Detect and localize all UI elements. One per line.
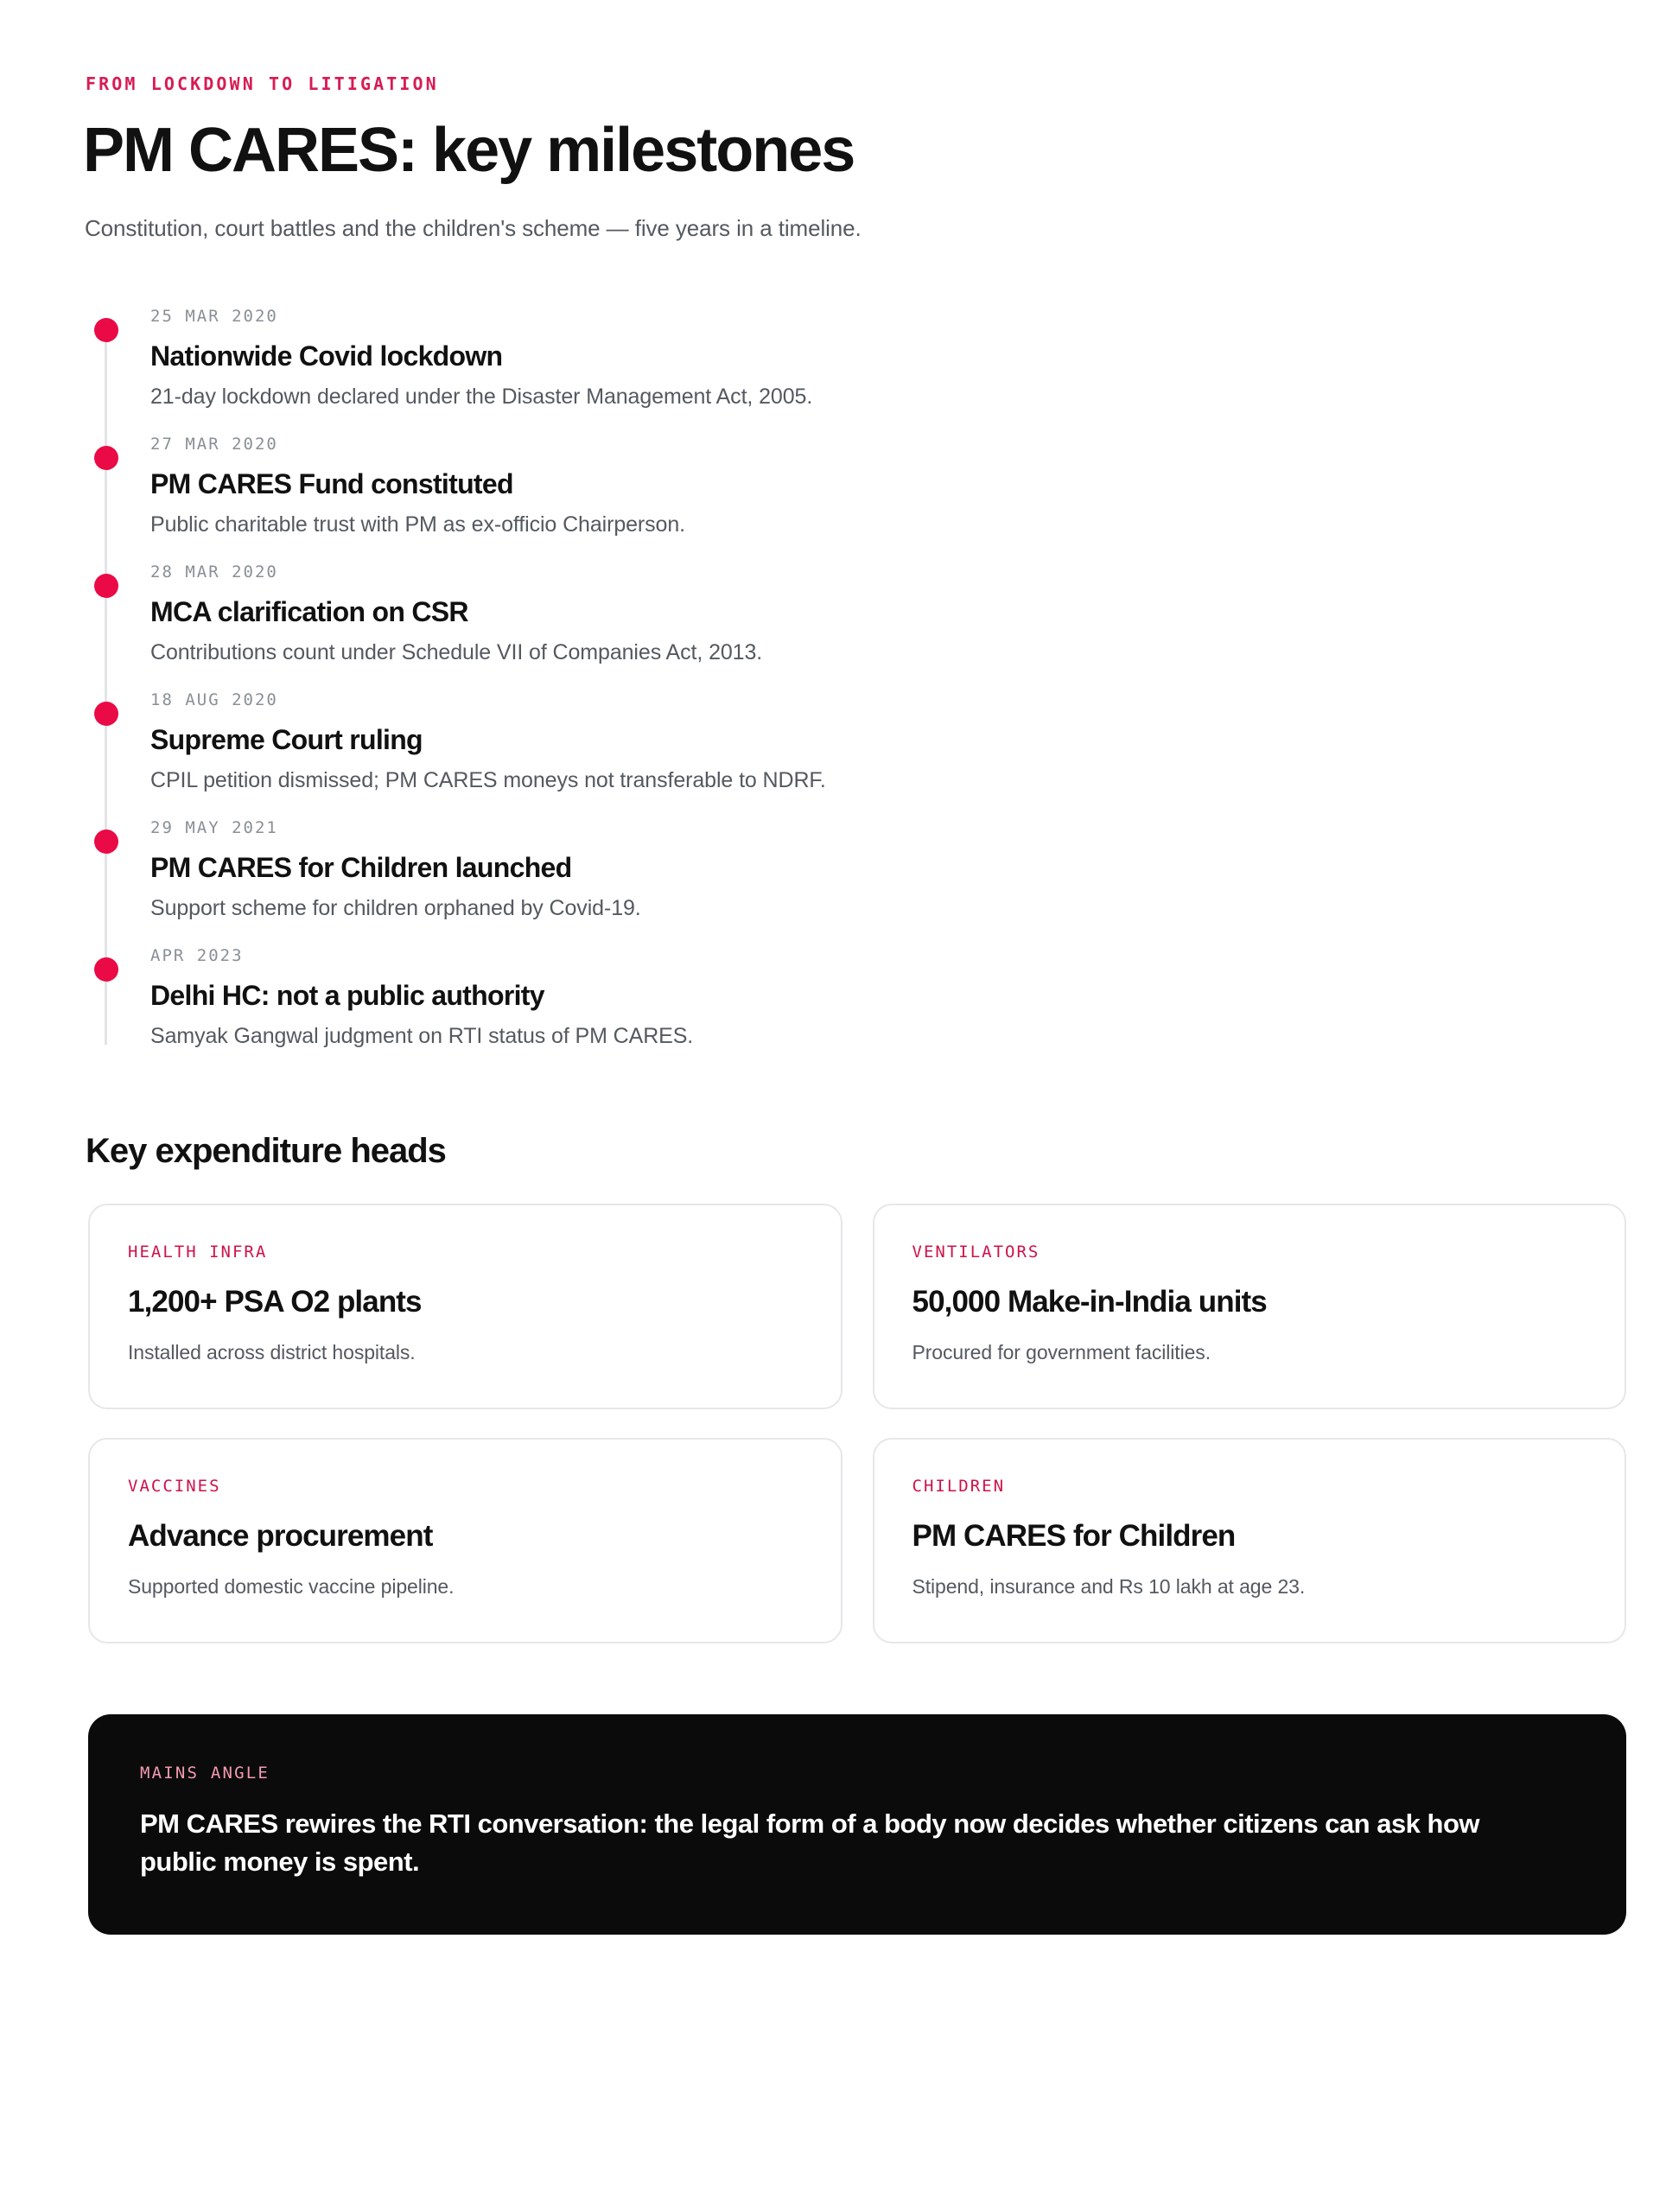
timeline-item-title: Supreme Court ruling xyxy=(150,723,423,755)
timeline-rail xyxy=(105,454,107,579)
timeline-item-date: 27 MAR 2020 xyxy=(150,435,278,454)
mains-angle-callout xyxy=(88,1714,1626,1935)
timeline-item xyxy=(83,819,1583,947)
timeline-item xyxy=(83,563,1583,691)
timeline-item-title: Nationwide Covid lockdown xyxy=(150,340,503,372)
expenditure-card xyxy=(873,1204,1627,1409)
expenditure-card xyxy=(88,1438,843,1643)
timeline-dot-icon xyxy=(94,446,118,470)
timeline-item-date: APR 2023 xyxy=(150,946,244,965)
callout-text: PM CARES rewires the RTI conversation: the legal form of a body now decides whether citizens can ask how public money is spent. xyxy=(140,1808,1480,1877)
timeline-item-title: Delhi HC: not a public authority xyxy=(150,979,544,1011)
expenditure-card-title: 1,200+ PSA O2 plants xyxy=(128,1284,422,1319)
expenditure-card xyxy=(873,1438,1627,1643)
timeline-item xyxy=(83,947,1583,1052)
expenditure-card-note: Stipend, insurance and Rs 10 lakh at age 23. xyxy=(912,1574,1306,1598)
timeline-item-date: 25 MAR 2020 xyxy=(150,307,278,326)
expenditure-card-title: 50,000 Make-in-India units xyxy=(912,1284,1267,1319)
timeline-item-description: Contributions count under Schedule VII of Companies Act, 2013. xyxy=(150,640,763,665)
expenditure-card-title: PM CARES for Children xyxy=(912,1518,1236,1553)
timeline-item-date: 29 MAY 2021 xyxy=(150,818,278,837)
expenditure-card-kicker: CHILDREN xyxy=(912,1477,1006,1497)
page-subtitle: Constitution, court battles and the children's scheme — five years in a timeline. xyxy=(85,215,862,242)
timeline-item-date: 28 MAR 2020 xyxy=(150,563,278,582)
expenditure-card-kicker: HEALTH INFRA xyxy=(128,1243,268,1262)
timeline-item xyxy=(83,691,1583,819)
page-title: PM CARES: key milestones xyxy=(83,116,855,185)
timeline-item-description: Samyak Gangwal judgment on RTI status of PM CARES. xyxy=(150,1024,694,1049)
timeline-item-description: Public charitable trust with PM as ex-officio Chairperson. xyxy=(150,512,686,537)
expenditure-card-note: Procured for government facilities. xyxy=(912,1340,1211,1363)
milestones-timeline xyxy=(83,308,1583,1052)
expenditure-card-note: Installed across district hospitals. xyxy=(128,1340,416,1363)
timeline-dot-icon xyxy=(94,957,118,982)
timeline-dot-icon xyxy=(94,702,118,726)
timeline-rail xyxy=(105,327,107,451)
timeline-rail xyxy=(105,838,107,963)
expenditure-card-grid xyxy=(88,1204,1626,1643)
timeline-item-title: PM CARES for Children launched xyxy=(150,851,572,883)
page-header xyxy=(83,74,1583,245)
timeline-dot-icon xyxy=(94,574,118,598)
timeline-dot-icon xyxy=(94,830,118,854)
timeline-rail xyxy=(105,710,107,835)
timeline-item xyxy=(83,435,1583,563)
timeline-item-date: 18 AUG 2020 xyxy=(150,690,278,709)
expenditure-card-kicker: VACCINES xyxy=(128,1477,221,1497)
callout-kicker: MAINS ANGLE xyxy=(140,1764,270,1783)
eyebrow-label: FROM LOCKDOWN TO LITIGATION xyxy=(86,73,439,94)
timeline-item-description: Support scheme for children orphaned by Covid-19. xyxy=(150,896,641,921)
timeline-dot-icon xyxy=(94,318,118,342)
section-title-expenditure: Key expenditure heads xyxy=(86,1132,446,1171)
expenditure-card-title: Advance procurement xyxy=(128,1518,433,1553)
timeline-item-description: CPIL petition dismissed; PM CARES moneys not transferable to NDRF. xyxy=(150,768,826,793)
expenditure-card-kicker: VENTILATORS xyxy=(912,1243,1040,1262)
timeline-item-title: MCA clarification on CSR xyxy=(150,595,468,627)
timeline-item xyxy=(83,308,1583,435)
timeline-rail xyxy=(105,582,107,707)
timeline-item-description: 21-day lockdown declared under the Disaster Management Act, 2005. xyxy=(150,385,813,410)
expenditure-card-note: Supported domestic vaccine pipeline. xyxy=(128,1574,455,1598)
expenditure-card xyxy=(88,1204,843,1409)
timeline-item-title: PM CARES Fund constituted xyxy=(150,467,513,499)
